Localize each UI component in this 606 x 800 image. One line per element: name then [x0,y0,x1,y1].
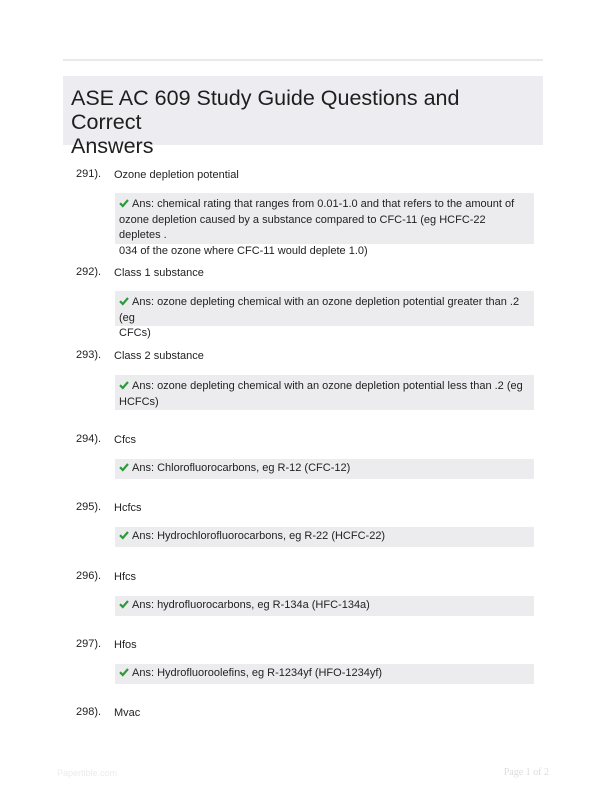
page-title [71,86,535,158]
check-icon [119,296,129,306]
question-text: Ozone depletion potential [114,169,239,181]
check-icon [119,530,129,540]
footer-watermark: Papertible.com [57,768,118,778]
question-text: Hfcs [114,571,136,583]
question-text: Mvac [114,707,141,719]
answer-box [115,291,534,339]
question-number: 292). [76,266,102,278]
page-title-line-1: ASE AC 609 Study Guide Questions and Correct [71,86,460,134]
answer-line: Ans: ozone depleting chemical with an ozone depletion potential greater than .2 (eg [119,296,520,324]
question-text: Class 2 substance [114,350,204,362]
question-number: 291). [76,168,102,180]
answer-line: CFCs) [119,327,151,339]
title-banner [63,76,543,158]
answer-line: 034 of the ozone where CFC-11 would deplete 1.0) [119,244,368,257]
question-number: 294). [76,433,102,445]
answer-line: HCFCs) [119,395,159,408]
question-text: Cfcs [114,434,136,446]
question-text: Class 1 substance [114,267,204,279]
answer-line: Ans: ozone depleting chemical with an ozone depletion potential less than .2 (eg [132,380,523,392]
answer-line: Ans: chemical rating that ranges from 0.01-1.0 and that refers to the amount of [132,198,515,210]
page-indicator: Page 1 of 2 [503,767,549,778]
answer-box [115,459,534,479]
answer-box [115,375,534,410]
check-icon [119,667,129,677]
answer-line: Ans: Hydrochlorofluorocarbons, eg R-22 (HCFC-22) [132,530,386,542]
answer-line: ozone depletion caused by a substance compared to CFC-11 (eg HCFC-22 depletes . [119,213,486,241]
question-number: 295). [76,501,102,513]
answer-line: Ans: Chlorofluorocarbons, eg R-12 (CFC-12) [132,462,351,474]
answer-line: Ans: hydrofluorocarbons, eg R-134a (HFC-134a) [132,599,370,611]
answer-box [115,193,534,257]
question-text: Hcfcs [114,502,142,514]
page-title-line-2: Answers [71,134,154,158]
check-icon [119,198,129,208]
answer-box [115,527,534,547]
answer-box [115,664,534,684]
answer-box [115,596,534,616]
question-number: 297). [76,638,102,650]
check-icon [119,599,129,609]
check-icon [119,380,129,390]
question-number: 293). [76,349,102,361]
question-text: Hfos [114,639,137,651]
question-number: 296). [76,570,102,582]
question-number: 298). [76,706,102,718]
answer-line: Ans: Hydrofluoroolefins, eg R-1234yf (HFO-1234yf) [132,667,383,679]
top-divider [63,59,543,61]
check-icon [119,462,129,472]
